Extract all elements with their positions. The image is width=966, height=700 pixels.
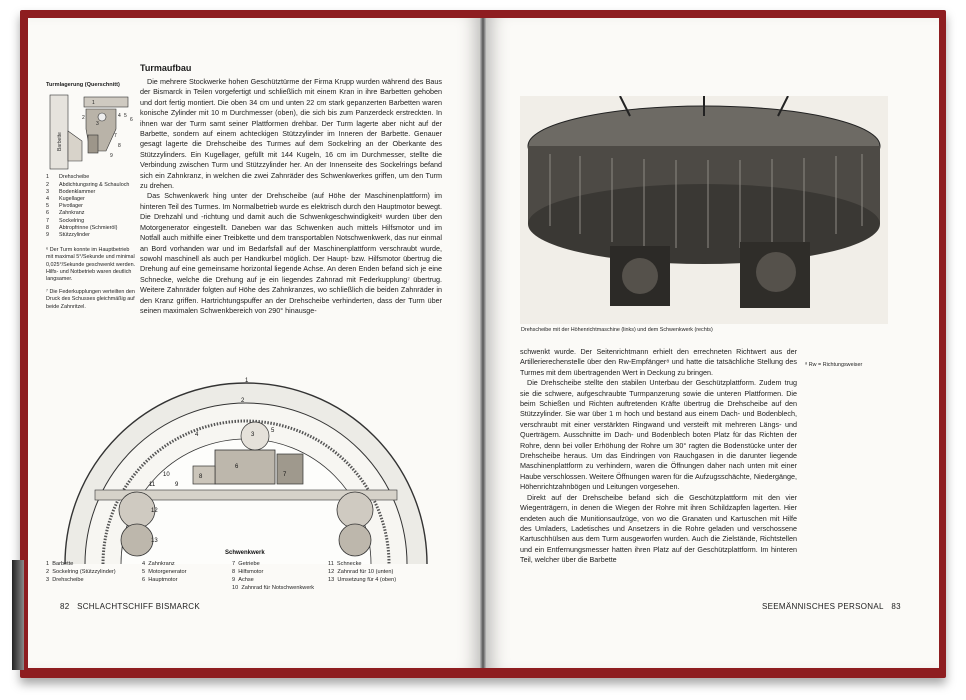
side-column <box>46 82 138 317</box>
legend-item: 3 Drehscheibe <box>46 577 84 583</box>
drawing-number: 10 <box>163 472 170 478</box>
paragraph: Die mehrere Stockwerke hohen Geschütztürme der Firma Krupp wurden während des Baus der Bismarck in Teilen vorgefertigt und schließlich mit einem Kran in ihre Barbetten gehoben und dort fertig montiert. Die oben 34 cm und unten 22 cm stark gepanzerten Barbetten waren konische Zylinder mit 10 m Durchmesser (oben), die sich bis zum Panzerdeck erstreckten. In ihnen war der Turm samt seiner Plattformen drehbar. Der Turm lagerte aber nicht auf der Barbette, sondern auf einem achteckigen Stützzylinder im Inneren der Barbette. Genauer gesagt lagerte die Drehscheibe des Turmes auf dem Sockelring an der Oberkante des Stützzylinders. Ein Kugellager, gefüllt mit 144 Kugeln, 16 cm im Durchmesser, stellte die Verbindung zwischen Turm und Stützzylinder her. An der Innenseite des Sockelrings befand sich ein Zahnkranz, in welchen die zwei Zahnräder des Schwenkwerkes griffen, um den Turm zu drehen. <box>140 77 442 191</box>
svg-text:1: 1 <box>92 100 95 107</box>
left-folio <box>60 602 200 611</box>
drawing-number: 5 <box>271 428 275 434</box>
drawing-number: 12 <box>151 508 158 514</box>
legend-column <box>142 560 232 592</box>
legend-item: 9 Stützzylinder <box>46 232 90 239</box>
swivel-mechanism-drawing <box>45 372 447 564</box>
drawing-number: 13 <box>151 538 158 544</box>
legend-item: 12 Zahnrad für 10 (unten) <box>328 569 394 575</box>
legend-column <box>328 560 448 592</box>
footnotes <box>46 247 138 311</box>
legend-item: 11 Schnecke <box>328 561 362 567</box>
figure-legend <box>46 174 138 239</box>
drawing-number: 6 <box>235 464 239 470</box>
legend-item: 6 Hauptmotor <box>142 577 178 583</box>
legend-item: 4 Kugellager <box>46 196 85 203</box>
margin-footnote: ⁸ Rw = Richtungsweiser <box>805 362 863 368</box>
drawing-label: Schwenkwerk <box>225 550 265 556</box>
section-heading: Turmaufbau <box>140 63 192 73</box>
legend-item: 10 Zahnrad für Notschwenkwerk <box>232 585 315 591</box>
paragraph: Die Drehscheibe stellte den stabilen Unterbau der Geschützplattform. Zudem trug sie die schwere, aufgeschraubte Turmpanzerung sowie die unteren Plattformen. Die beim Schießen und Richten auftretenden Kräfte übertrug die Drehscheibe auf den Stützzylinder. Sie war über 1 m hoch und bestand aus einem Dach- und Bodenblech, verschraubt mit einer verstärkten Ringwand und versteift mit mehreren Längs- und Querträgern. Ausschnitte im Dach- und Bodenblech boten Platz für das Richten der Rohre, denn bei voller Erhöhung der Rohre um 30° ragten die Bodenstücke unter der Drehscheibe heraus. Um das Eindringen von Rauchgasen in die darunter liegende Maschinenplattform zu verhindern, waren die Öffnungen daher nach unten mit einer Haube verschlossen. Weitere Öffnungen waren für die Aufzugsschächte, Niedergänge, Höhenrichtzahnbögen und Leitungen vorgesehen. <box>520 378 797 492</box>
legend-item: 2 Abdichtungsring & Schauloch <box>46 181 130 188</box>
legend-item: 7 Sockelring <box>46 217 85 224</box>
svg-text:5: 5 <box>124 113 127 120</box>
svg-text:6: 6 <box>130 117 133 124</box>
legend-item: 8 Abtropfrinne (Schmieröl) <box>46 224 118 231</box>
right-text-column <box>520 347 797 566</box>
legend-item: 13 Umsetzung für 4 (oben) <box>328 577 397 583</box>
svg-text:4: 4 <box>118 113 121 120</box>
svg-text:2: 2 <box>82 115 85 122</box>
legend-item: 5 Motorgenerator <box>142 569 187 575</box>
page-number: 83 <box>891 602 901 611</box>
turntable-photo <box>520 96 888 324</box>
legend-column <box>232 560 328 592</box>
right-folio <box>762 602 901 611</box>
drawing-number: 7 <box>283 472 287 478</box>
paragraph: Das Schwenkwerk hing unter der Drehscheibe (auf Höhe der Maschinenplattform) im hinteren Teil des Turmes. Im Normalbetrieb wurde es elektrisch durch den Hauptmotor bewegt. Die Drehzahl und -richtung und damit auch die Schwenkgeschwindigkeit⁶ wurden über den Motorgenerator eingestellt. Daneben war das Schwenken auch mittels Hilfsmotor und im Notfall auch mithilfe einer Treibkette und dem transportablen Notschwenkwerk, das nur einmal an Bord vorhanden war und im Bedarfsfall auf der Maschinenplattform verschraubt wurde, sowohl maschinell als auch per Handkurbel möglich. Der Haupt- bzw. Hilfsmotor übertrug die Drehung auf eine gemeinsame horizontal liegende Achse. An deren Enden befand sich je eine Schnecke, welche die Drehung auf je ein liegendes Zahnrad mit Federkupplung⁷ übertrug. Weitere Zahnräder folgten auf Höhe des Zahnkranzes, wo schließlich die beiden Zahnräder in den Kranz griffen. Hartrichtungspuffer an der Drehscheibe verhinderten, dass der Turm über seinen maximalen Schwenkbereich von 290° hinausge- <box>140 191 442 315</box>
book-gutter <box>480 18 486 668</box>
legend-item: 8 Hilfsmotor <box>232 569 264 575</box>
legend-column <box>46 560 142 592</box>
svg-text:9: 9 <box>110 153 113 160</box>
legend-item: 2 Sockelring (Stützzylinder) <box>46 569 116 575</box>
drawing-number: 11 <box>149 482 156 488</box>
drawing-number: 1 <box>245 378 249 384</box>
figure-caption: Turmlagerung (Querschnitt) <box>46 82 120 88</box>
drawing-number: 3 <box>251 432 255 438</box>
main-text-column <box>140 77 442 316</box>
legend-item: 9 Achse <box>232 577 254 583</box>
drawing-number: 9 <box>175 482 179 488</box>
bearing-cross-section <box>46 91 138 171</box>
legend-item: 3 Bodenklammer <box>46 188 96 195</box>
svg-text:8: 8 <box>118 143 121 150</box>
legend-item: 1 Barbette <box>46 561 74 567</box>
svg-text:7: 7 <box>114 133 117 140</box>
legend-item: 6 Zahnkranz <box>46 210 85 217</box>
page-number: 82 <box>60 602 70 611</box>
svg-text:3: 3 <box>96 121 99 128</box>
legend-item: 1 Drehscheibe <box>46 174 90 181</box>
figure-side-label: Barbette <box>57 132 63 152</box>
drawing-legend <box>46 560 448 592</box>
page-edge <box>12 560 24 670</box>
running-title: SCHLACHTSCHIFF BISMARCK <box>77 602 200 611</box>
running-title: SEEMÄNNISCHES PERSONAL <box>762 602 884 611</box>
paragraph: schwenkt wurde. Der Seitenrichtmann erhielt den errechneten Richtwert aus der Artillerierechenstelle über den Rw-Empfänger⁸ und hatte die tatsächliche Stellung des Turmes mit dem übertragenden Wert in Deckung zu bringen. <box>520 347 797 377</box>
legend-item: 7 Getriebe <box>232 561 260 567</box>
drawing-number: 2 <box>241 398 245 404</box>
drawing-number: 4 <box>195 432 199 438</box>
footnote: ⁶ Der Turm konnte im Hauptbetrieb mit maximal 5°/Sekunde und minimal 0,025°/Sekunde geschwenkt werden. Hilfs- und Notbetrieb waren deutlich langsamer. <box>46 247 136 283</box>
legend-item: 4 Zahnkranz <box>142 561 175 567</box>
photo-caption: Drehscheibe mit der Höhenrichtmaschine (links) und dem Schwenkwerk (rechts) <box>521 327 713 333</box>
drawing-number: 8 <box>199 474 203 480</box>
legend-item: 5 Pivotlager <box>46 203 83 210</box>
paragraph: Direkt auf der Drehscheibe befand sich die Geschützplattform mit den vier Wiegenträgern, in denen die Wiegen der Rohre mit ihren Schildzapfen lagerten. Hier endeten auch die Munitionsaufzüge, von wo die Granaten und Kartuschen mit Hilfe des Umladers, Ladetisches und Ansetzers in die Rohre geladen und verschossene Kartuschhülsen aus dem Turm ausgeworfen wurden. Auch die Zielstände, Richtstellen und ein Entfernungsmesser hatten ihren Platz auf der Geschützplattform. Im hinteren Teil, welcher über die Barbette <box>520 492 797 565</box>
footnote: ⁷ Die Federkupplungen verteilten den Druck des Schusses gleichmäßig auf beide Zahnritzel. <box>46 289 135 310</box>
